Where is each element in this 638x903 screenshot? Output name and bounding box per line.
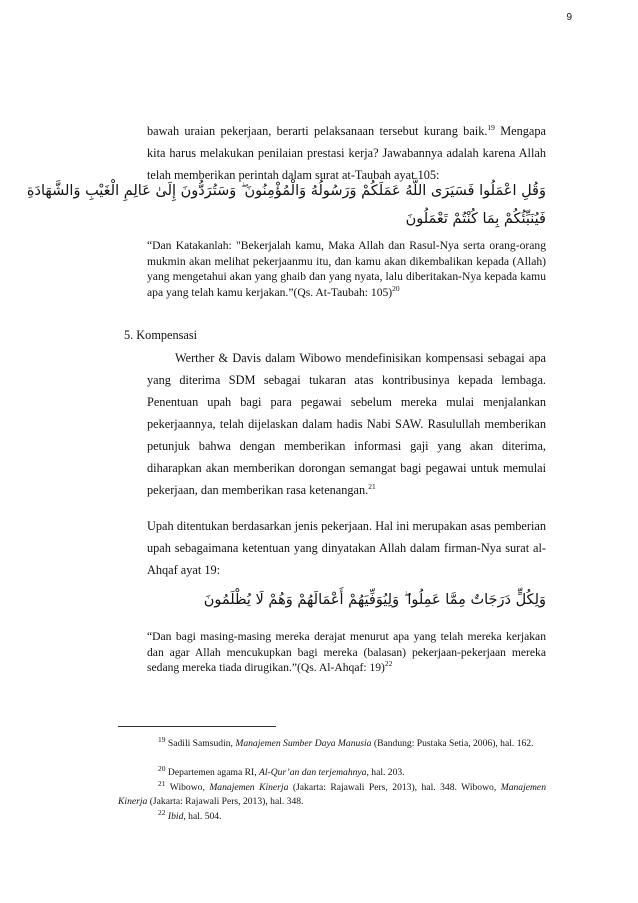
footnote-separator: [118, 726, 276, 727]
translation-at-taubah: “Dan Katakanlah: "Bekerjalah kamu, Maka Allah dan Rasul-Nya serta orang-orang mukmin akan melihat pekerjaanmu itu, dan kamu akan dikembalikan kepada (Allah) yang mengetahui akan yang ghaib dan yang nyata, lalu diberitakan-Nya kepada kamu apa yang telah kamu kerjakan.”(Qs. At-Taubah: 105)$^{20}$: [147, 239, 546, 299]
footnote-20: $^{20}$ Departemen agama RI, Al-Qur’an dan terjemahnya, hal. 203.: [158, 763, 405, 778]
arabic-verse-al-ahqaf: وَلِكُلٍّ دَرَجَاتٌ مِمَّا عَمِلُوا ۖ وَلِيُوَفِّيَهُمْ أَعْمَالَهُمْ وَهُمْ لَا يُظْلَمُونَ: [203, 592, 546, 608]
translation-al-ahqaf: “Dan bagi masing-masing mereka derajat menurut apa yang telah mereka kerjakan dan agar Allah mencukupkan bagi mereka (balasan) pekerjaan-pekerjaan mereka sedang mereka tiada dirugikan.”(Qs. Al-Ahqaf: 19)$^{22}$: [147, 630, 546, 674]
paragraph-wage-basis: Upah ditentukan berdasarkan jenis pekerjaan. Hal ini merupakan asas pemberian upah sebagaimana ketentuan yang dinyatakan Allah dalam firman-Nya surat al-Ahqaf ayat 19:: [147, 519, 546, 577]
paragraph-performance-appraisal: bawah uraian pekerjaan, berarti pelaksanaan tersebut kurang baik.$^{19}$ Mengapa kita harus melakukan penilaian prestasi kerja? Jawabannya adalah karena Allah telah memberikan perintah dalam surat at-Taubah ayat 105:: [147, 122, 546, 182]
arabic-verse-at-taubah-line1: وَقُلِ اعْمَلُوا فَسَيَرَى اللَّهُ عَمَلَكُمْ وَرَسُولُهُ وَالْمُؤْمِنُونَ ۖ وَسَتُرَدُّونَ إِلَىٰ عَالِمِ الْغَيْبِ وَالشَّهَادَةِ: [26, 183, 546, 199]
paragraph-compensation-definition: Werther & Davis dalam Wibowo mendefinisikan kompensasi sebagai apa yang diterima SDM sebagai tukaran atas kontribusinya kepada lembaga. Penentuan upah bagi para pegawai sebelum mereka mulai menjalankan pekerjaannya, telah dijelaskan dalam hadis Nabi SAW. Rasulullah memberikan petunjuk bahwa dengan memberikan informasi gaji yang akan diterima, diharapkan akan memberikan dorongan semangat bagi pegawai untuk memulai pekerjaan, dan memberikan rasa ketenangan.$^{21}$: [147, 351, 546, 497]
footnote-19: $^{19}$ Sadili Samsudin, Manajemen Sumber Daya Manusia (Bandung: Pustaka Setia, 2006), hal. 162.: [158, 734, 534, 749]
section-heading-kompensasi: 5. Kompensasi: [124, 328, 198, 342]
arabic-verse-at-taubah-line2: فَيُنَبِّئُكُمْ بِمَا كُنْتُمْ تَعْمَلُونَ: [405, 211, 546, 227]
footnote-ref-19[interactable]: 19: [487, 122, 495, 132]
footnote-ref-22[interactable]: 22: [384, 659, 393, 669]
footnote-ref-21[interactable]: 21: [368, 481, 376, 491]
footnote-ref-20[interactable]: 20: [392, 283, 400, 293]
footnote-22: $^{22}$ Ibid, hal. 504.: [158, 807, 222, 822]
page-number: 9: [566, 12, 572, 23]
footnote-21: $^{21}$ Wibowo, Manajemen Kinerja (Jakarta: Rajawali Pers, 2013), hal. 348. Wibowo, Manajemen Kinerja (Jakarta: Rajawali Pers, 2013), hal. 348.: [118, 778, 546, 807]
